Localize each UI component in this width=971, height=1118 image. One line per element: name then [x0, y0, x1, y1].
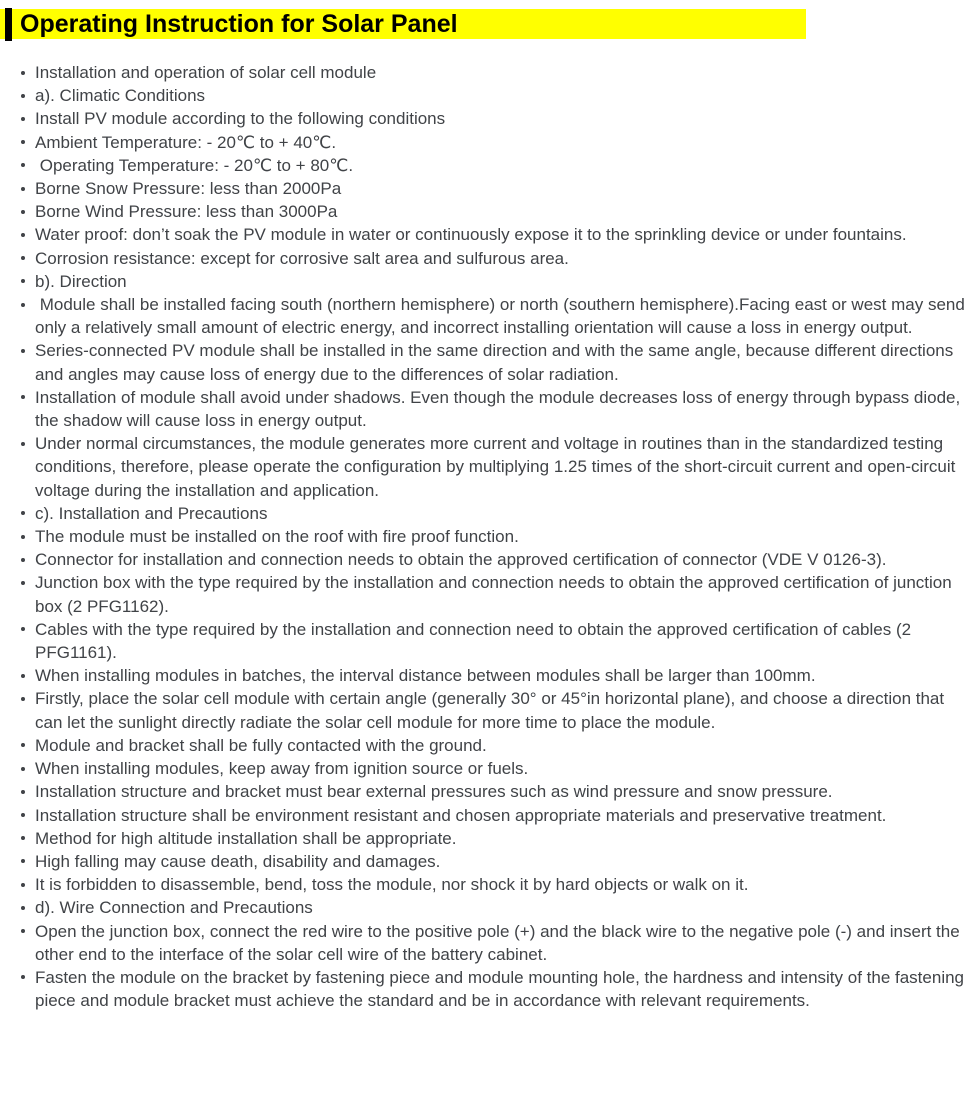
list-item: Installation of module shall avoid under shadows. Even though the module decreases loss of energy through bypass diode, the shadow will cause loss in energy output.	[20, 386, 965, 432]
list-item: Install PV module according to the following conditions	[20, 107, 965, 130]
document-header	[0, 0, 971, 42]
list-item: Series-connected PV module shall be installed in the same direction and with the same angle, because different directions and angles may cause loss of energy due to the differences of solar radiation.	[20, 339, 965, 385]
instruction-list	[20, 61, 965, 1012]
list-item: Module shall be installed facing south (northern hemisphere) or north (southern hemisphere).Facing east or west may send only a relatively small amount of electric energy, and incorrect installing orientation will cause a loss in energy output.	[20, 293, 965, 339]
list-item: Installation and operation of solar cell module	[20, 61, 965, 84]
list-item: Under normal circumstances, the module generates more current and voltage in routines than in the standardized testing conditions, therefore, please operate the configuration by multiplying 1.25 times of the short-circuit current and open-circuit voltage during the installation and application.	[20, 432, 965, 502]
list-item: a). Climatic Conditions	[20, 84, 965, 107]
list-item: Junction box with the type required by the installation and connection needs to obtain the approved certification of junction box (2 PFG1162).	[20, 571, 965, 617]
list-item: Installation structure and bracket must bear external pressures such as wind pressure and snow pressure.	[20, 780, 965, 803]
list-item: Firstly, place the solar cell module with certain angle (generally 30° or 45°in horizontal plane), and choose a direction that can let the sunlight directly radiate the solar cell module for more time to place the module.	[20, 687, 965, 733]
title-accent-bar	[5, 8, 12, 41]
list-item: b). Direction	[20, 270, 965, 293]
list-item: Corrosion resistance: except for corrosive salt area and sulfurous area.	[20, 247, 965, 270]
list-item: The module must be installed on the roof with fire proof function.	[20, 525, 965, 548]
list-item: c). Installation and Precautions	[20, 502, 965, 525]
list-item: Method for high altitude installation shall be appropriate.	[20, 827, 965, 850]
list-item: Borne Wind Pressure: less than 3000Pa	[20, 200, 965, 223]
list-item: Module and bracket shall be fully contacted with the ground.	[20, 734, 965, 757]
list-item: Connector for installation and connection needs to obtain the approved certification of connector (VDE V 0126-3).	[20, 548, 965, 571]
list-item: Operating Temperature: - 20℃ to + 80℃.	[20, 154, 965, 177]
list-item: Installation structure shall be environment resistant and chosen appropriate materials and preservative treatment.	[20, 804, 965, 827]
list-item: Open the junction box, connect the red wire to the positive pole (+) and the black wire to the negative pole (-) and insert the other end to the interface of the solar cell wire of the battery cabinet.	[20, 920, 965, 966]
list-item: Water proof: don’t soak the PV module in water or continuously expose it to the sprinkling device or under fountains.	[20, 223, 965, 246]
list-item: d). Wire Connection and Precautions	[20, 896, 965, 919]
list-item: Ambient Temperature: - 20℃ to + 40℃.	[20, 131, 965, 154]
list-item: It is forbidden to disassemble, bend, toss the module, nor shock it by hard objects or walk on it.	[20, 873, 965, 896]
list-item: When installing modules, keep away from ignition source or fuels.	[20, 757, 965, 780]
list-item: When installing modules in batches, the interval distance between modules shall be larger than 100mm.	[20, 664, 965, 687]
list-item: Cables with the type required by the installation and connection need to obtain the approved certification of cables (2 PFG1161).	[20, 618, 965, 664]
page-title: Operating Instruction for Solar Panel	[20, 10, 458, 38]
list-item: Fasten the module on the bracket by fastening piece and module mounting hole, the hardness and intensity of the fastening piece and module bracket must achieve the standard and be in accordance with relevant requirements.	[20, 966, 965, 1012]
list-item: Borne Snow Pressure: less than 2000Pa	[20, 177, 965, 200]
list-item: High falling may cause death, disability and damages.	[20, 850, 965, 873]
